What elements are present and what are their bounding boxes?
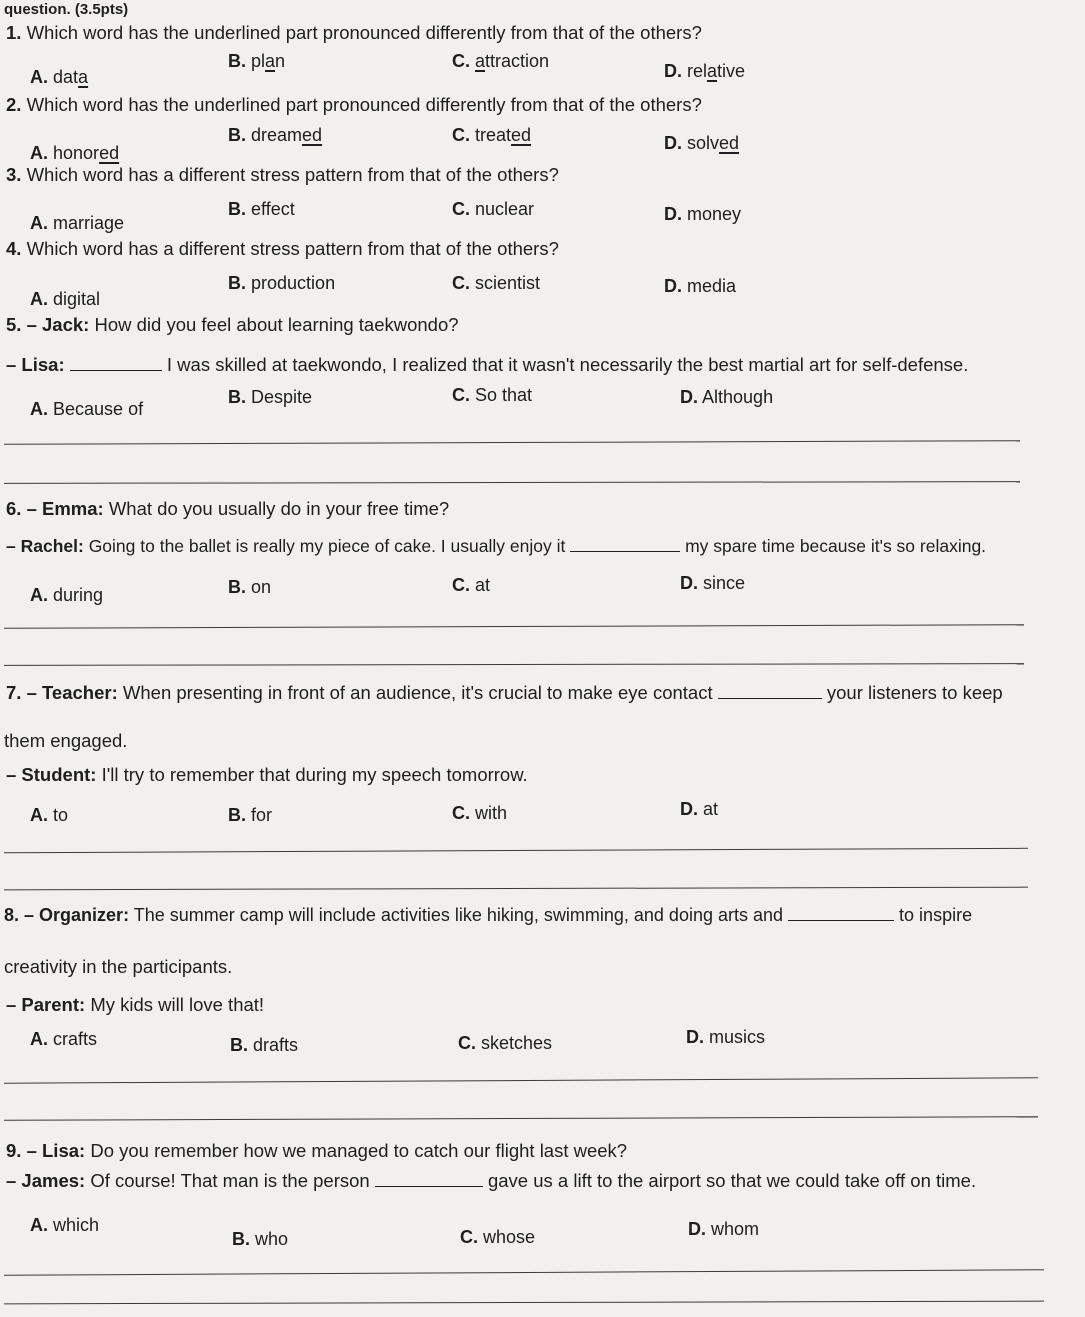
q9-option-c[interactable]: C. whose [460,1227,536,1247]
q6-option-c[interactable]: C. at [452,575,491,595]
q7-option-a[interactable]: A. to [30,805,69,825]
answer-line [4,1116,1038,1121]
q9-option-a[interactable]: A. which [30,1215,100,1235]
q3-option-d[interactable]: D. money [664,204,742,224]
q2-option-c[interactable]: C. treated [452,125,532,145]
question-7-line-1-cont: them engaged. [4,730,128,751]
q3-option-a[interactable]: A. marriage [30,213,125,233]
answer-line [4,887,1028,891]
answer-line [4,1269,1044,1275]
q2-option-a[interactable]: A. honored [30,143,120,163]
answer-line [4,481,1020,484]
q9-option-b[interactable]: B. who [232,1229,289,1249]
q6-option-b[interactable]: B. on [228,577,272,597]
question-6-line-2: – Rachel: Going to the ballet is really my piece of cake. I usually enjoy it my spare time because it's so relaxing. [6,536,987,556]
question-8-line-1: 8. – Organizer: The summer camp will include activities like hiking, swimming, and doing arts and to inspire [4,905,973,925]
q1-option-d[interactable]: D. relative [664,61,746,81]
q3-option-b[interactable]: B. effect [228,199,295,219]
q2-option-b[interactable]: B. dreamed [228,125,323,145]
q2-option-d[interactable]: D. solved [664,133,740,153]
q7-option-b[interactable]: B. for [228,805,273,825]
answer-line [4,440,1020,445]
question-8-line-2: – Parent: My kids will love that! [6,994,265,1015]
question-2-prompt: 2. Which word has the underlined part pronounced differently from that of the others? [6,94,702,115]
question-1-prompt: 1. Which word has the underlined part pronounced differently from that of the others? [6,22,702,43]
q9-option-d[interactable]: D. whom [688,1219,760,1239]
question-6-line-1: 6. – Emma: What do you usually do in your free time? [6,498,450,519]
q5-option-a[interactable]: A. Because of [30,399,144,419]
answer-blank[interactable] [70,370,162,371]
answer-line [4,848,1028,853]
q3-option-c[interactable]: C. nuclear [452,199,535,219]
question-8-line-1-cont: creativity in the participants. [4,956,233,977]
question-7-line-2: – Student: I'll try to remember that during my speech tomorrow. [6,764,528,785]
answer-blank[interactable] [375,1186,483,1187]
question-7-line-1: 7. – Teacher: When presenting in front of an audience, it's crucial to make eye contact your listeners to keep [6,682,1003,703]
question-4-prompt: 4. Which word has a different stress pattern from that of the others? [6,238,559,259]
q4-option-a[interactable]: A. digital [30,289,101,309]
q5-option-d[interactable]: D. Although [680,387,774,407]
answer-line [4,1301,1044,1305]
q5-option-c[interactable]: C. So that [452,385,533,405]
q4-option-c[interactable]: C. scientist [452,273,541,293]
q4-option-b[interactable]: B. production [228,273,336,293]
q7-option-c[interactable]: C. with [452,803,508,823]
q6-option-a[interactable]: A. during [30,585,104,605]
answer-blank[interactable] [718,698,822,699]
answer-line [4,624,1024,629]
q8-option-d[interactable]: D. musics [686,1027,766,1047]
answer-line [4,663,1024,666]
question-3-prompt: 3. Which word has a different stress pattern from that of the others? [6,164,559,185]
answer-blank[interactable] [570,551,680,552]
q4-option-d[interactable]: D. media [664,276,737,296]
q1-option-c[interactable]: C. attraction [452,51,550,71]
question-9-line-2: – James: Of course! That man is the person gave us a lift to the airport so that we could take off on time. [6,1170,977,1191]
q8-option-a[interactable]: A. crafts [30,1029,98,1049]
q5-option-b[interactable]: B. Despite [228,387,313,407]
q1-option-b[interactable]: B. plan [228,51,286,71]
q1-option-a[interactable]: A. data [30,67,89,87]
q7-option-d[interactable]: D. at [680,799,719,819]
question-5-line-1: 5. – Jack: How did you feel about learning taekwondo? [6,314,459,335]
q6-option-d[interactable]: D. since [680,573,746,593]
section-header: question. (3.5pts) [4,1,129,18]
answer-line [4,1077,1038,1083]
answer-blank[interactable] [788,920,894,921]
q8-option-c[interactable]: C. sketches [458,1033,553,1053]
q8-option-b[interactable]: B. drafts [230,1035,299,1055]
question-5-line-2: – Lisa: I was skilled at taekwondo, I realized that it wasn't necessarily the best martial art for self-defense. [6,354,969,375]
question-9-line-1: 9. – Lisa: Do you remember how we managed to catch our flight last week? [6,1140,628,1161]
